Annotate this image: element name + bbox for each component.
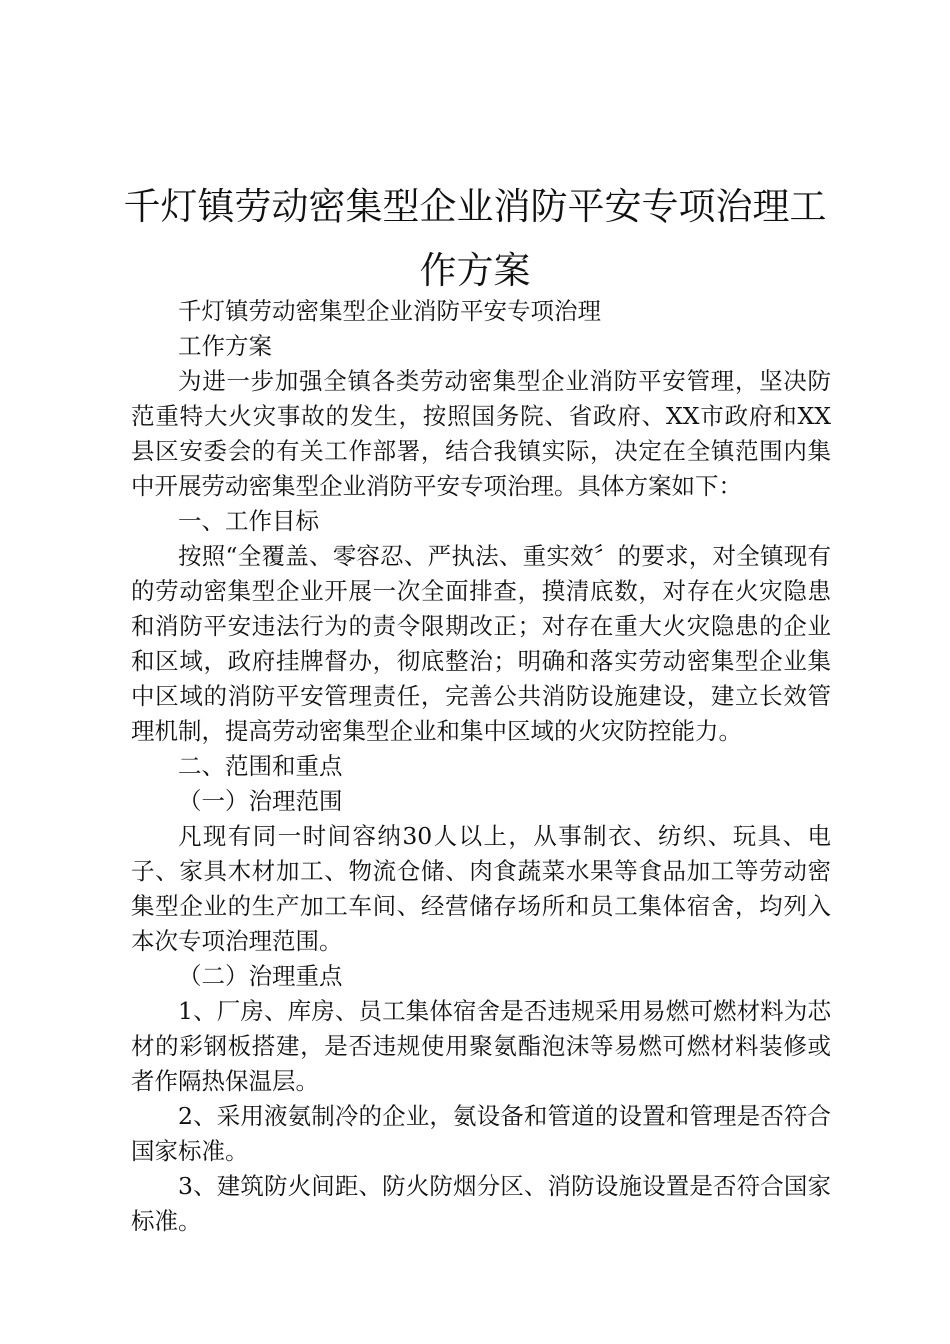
focus-item-1: 1、厂房、库房、员工集体宿舍是否违规采用易燃可燃材料为芯材的彩钢板搭建，是否违规使用聚氨酯泡沫等易燃可燃材料装修或者作隔热保温层。 <box>131 997 831 1095</box>
goals-paragraph: 按照“全覆盖、零容忍、严执法、重实效〞的要求，对全镇现有的劳动密集型企业开展一次全面排查，摸清底数，对存在火灾隐患和消防平安违法行为的责令限期改正；对存在重大火灾隐患的企业和区域，政府挂牌督办，彻底整治；明确和落实劳动密集型企业集中区域的消防平安管理责任，完善公共消防设施建设，建立长效管理机制，提高劳动密集型企业和集中区域的火灾防控能力。 <box>131 542 831 745</box>
subheading-scope: （一）治理范围 <box>178 787 343 815</box>
focus-item-3: 3、建筑防火间距、防火防烟分区、消防设施设置是否符合国家标准。 <box>131 1172 831 1235</box>
section-heading-goals: 一、工作目标 <box>178 507 319 535</box>
document-body <box>131 294 831 1239</box>
intro-paragraph: 为进一步加强全镇各类劳动密集型企业消防平安管理，坚决防范重特大火灾事故的发生，按照国务院、省政府、XX市政府和XX县区安委会的有关工作部署，结合我镇实际，决定在全镇范围内集中开展劳动密集型企业消防平安专项治理。具体方案如下： <box>131 367 831 500</box>
subtitle-line-2: 工作方案 <box>178 332 272 360</box>
focus-item-2: 2、采用液氨制冷的企业，氨设备和管道的设置和管理是否符合国家标准。 <box>131 1102 831 1165</box>
scope-paragraph: 凡现有同一时间容纳30人以上，从事制衣、纺织、玩具、电子、家具木材加工、物流仓储、肉食蔬菜水果等食品加工等劳动密集型企业的生产加工车间、经营储存场所和员工集体宿舍，均列入本次专项治理范围。 <box>131 822 831 955</box>
subtitle-line-1: 千灯镇劳动密集型企业消防平安专项治理 <box>178 297 601 325</box>
subheading-focus: （二）治理重点 <box>178 962 343 990</box>
section-heading-scope: 二、范围和重点 <box>178 752 343 780</box>
document-title: 千灯镇劳动密集型企业消防平安专项治理工作方案 <box>123 185 827 292</box>
